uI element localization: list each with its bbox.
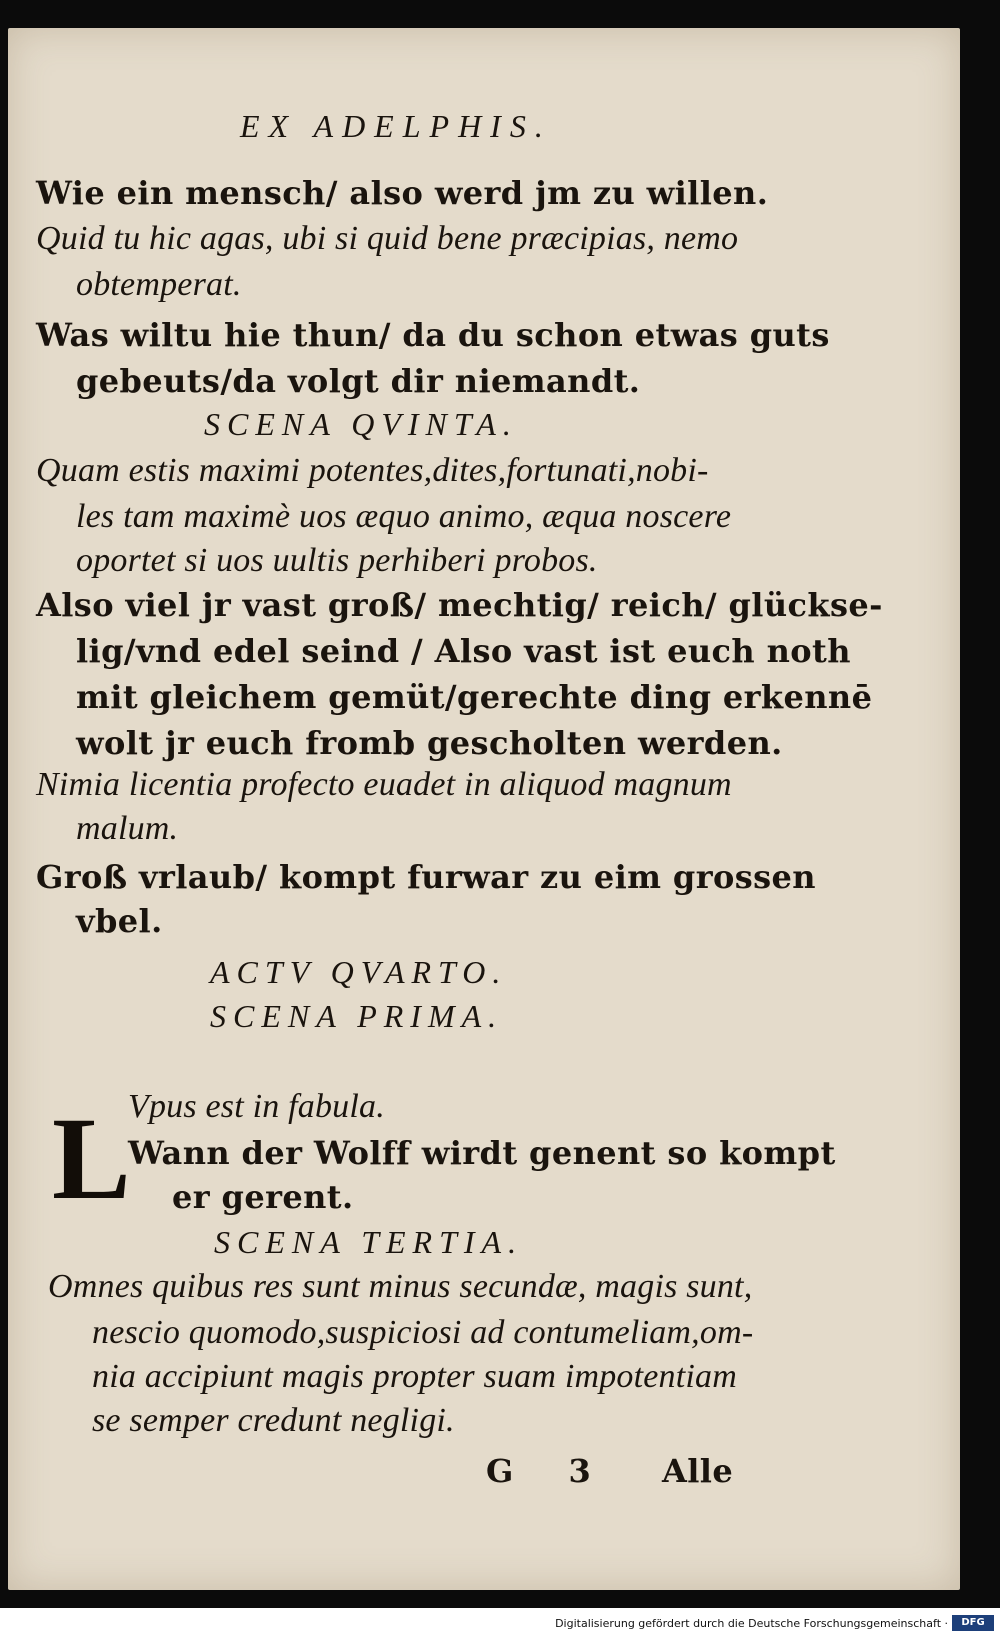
- text-line: Quid tu hic agas, ubi si quid bene præcipias, nemo: [36, 220, 739, 257]
- scene-heading: SCENA PRIMA.: [210, 998, 504, 1034]
- catchword: Alle: [662, 1452, 734, 1490]
- book-page: [8, 28, 960, 1590]
- act-heading: ACTV QVARTO.: [210, 954, 508, 990]
- text-line: les tam maximè uos æquo animo, æqua noscere: [76, 498, 732, 535]
- text-line: malum.: [76, 810, 179, 847]
- text-line: Wann der Wolff wirdt genent so kompt: [128, 1134, 836, 1172]
- scene-heading: SCENA TERTIA.: [214, 1224, 524, 1260]
- text-line: Nimia licentia profecto euadet in aliquod magnum: [36, 766, 732, 803]
- digitization-credit-bar: [0, 1608, 1000, 1636]
- text-line: oportet si uos uultis perhiberi probos.: [76, 542, 598, 579]
- text-line: lig/vnd edel seind / Also vast ist euch noth: [76, 632, 851, 670]
- text-line: nescio quomodo,suspiciosi ad contumeliam,om-: [92, 1314, 754, 1351]
- running-title: EX ADELPHIS.: [240, 108, 552, 144]
- text-line: vbel.: [76, 902, 163, 940]
- text-line: Quam estis maximi potentes,dites,fortunati,nobi-: [36, 452, 709, 489]
- text-line: Wie ein mensch/ also werd jm zu willen.: [36, 174, 769, 212]
- dfg-logo-icon: DFG: [952, 1615, 994, 1631]
- text-line: gebeuts/da volgt dir niemandt.: [76, 362, 641, 400]
- text-line: se semper credunt negligi.: [92, 1402, 455, 1439]
- text-line: Also viel jr vast groß/ mechtig/ reich/ glückse-: [36, 586, 883, 624]
- drop-capital: L: [52, 1093, 131, 1224]
- text-line: Omnes quibus res sunt minus secundæ, magis sunt,: [48, 1268, 753, 1305]
- text-line: Vpus est in fabula.: [128, 1088, 385, 1125]
- text-line: wolt jr euch fromb gescholten werden.: [76, 724, 783, 762]
- text-line: nia accipiunt magis propter suam impotentiam: [92, 1358, 738, 1395]
- text-line: mit gleichem gemüt/gerechte ding erkennē: [76, 678, 873, 716]
- text-line: Groß vrlaub/ kompt furwar zu eim grossen: [36, 858, 816, 896]
- digitization-credit: Digitalisierung gefördert durch die Deutsche Forschungsgemeinschaft ·: [555, 1617, 948, 1630]
- text-line: er gerent.: [172, 1178, 354, 1216]
- signature-mark: G 3: [486, 1452, 613, 1490]
- scene-heading: SCENA QVINTA.: [204, 406, 518, 442]
- text-line: obtemperat.: [76, 266, 242, 303]
- text-line: Was wiltu hie thun/ da du schon etwas guts: [36, 316, 830, 354]
